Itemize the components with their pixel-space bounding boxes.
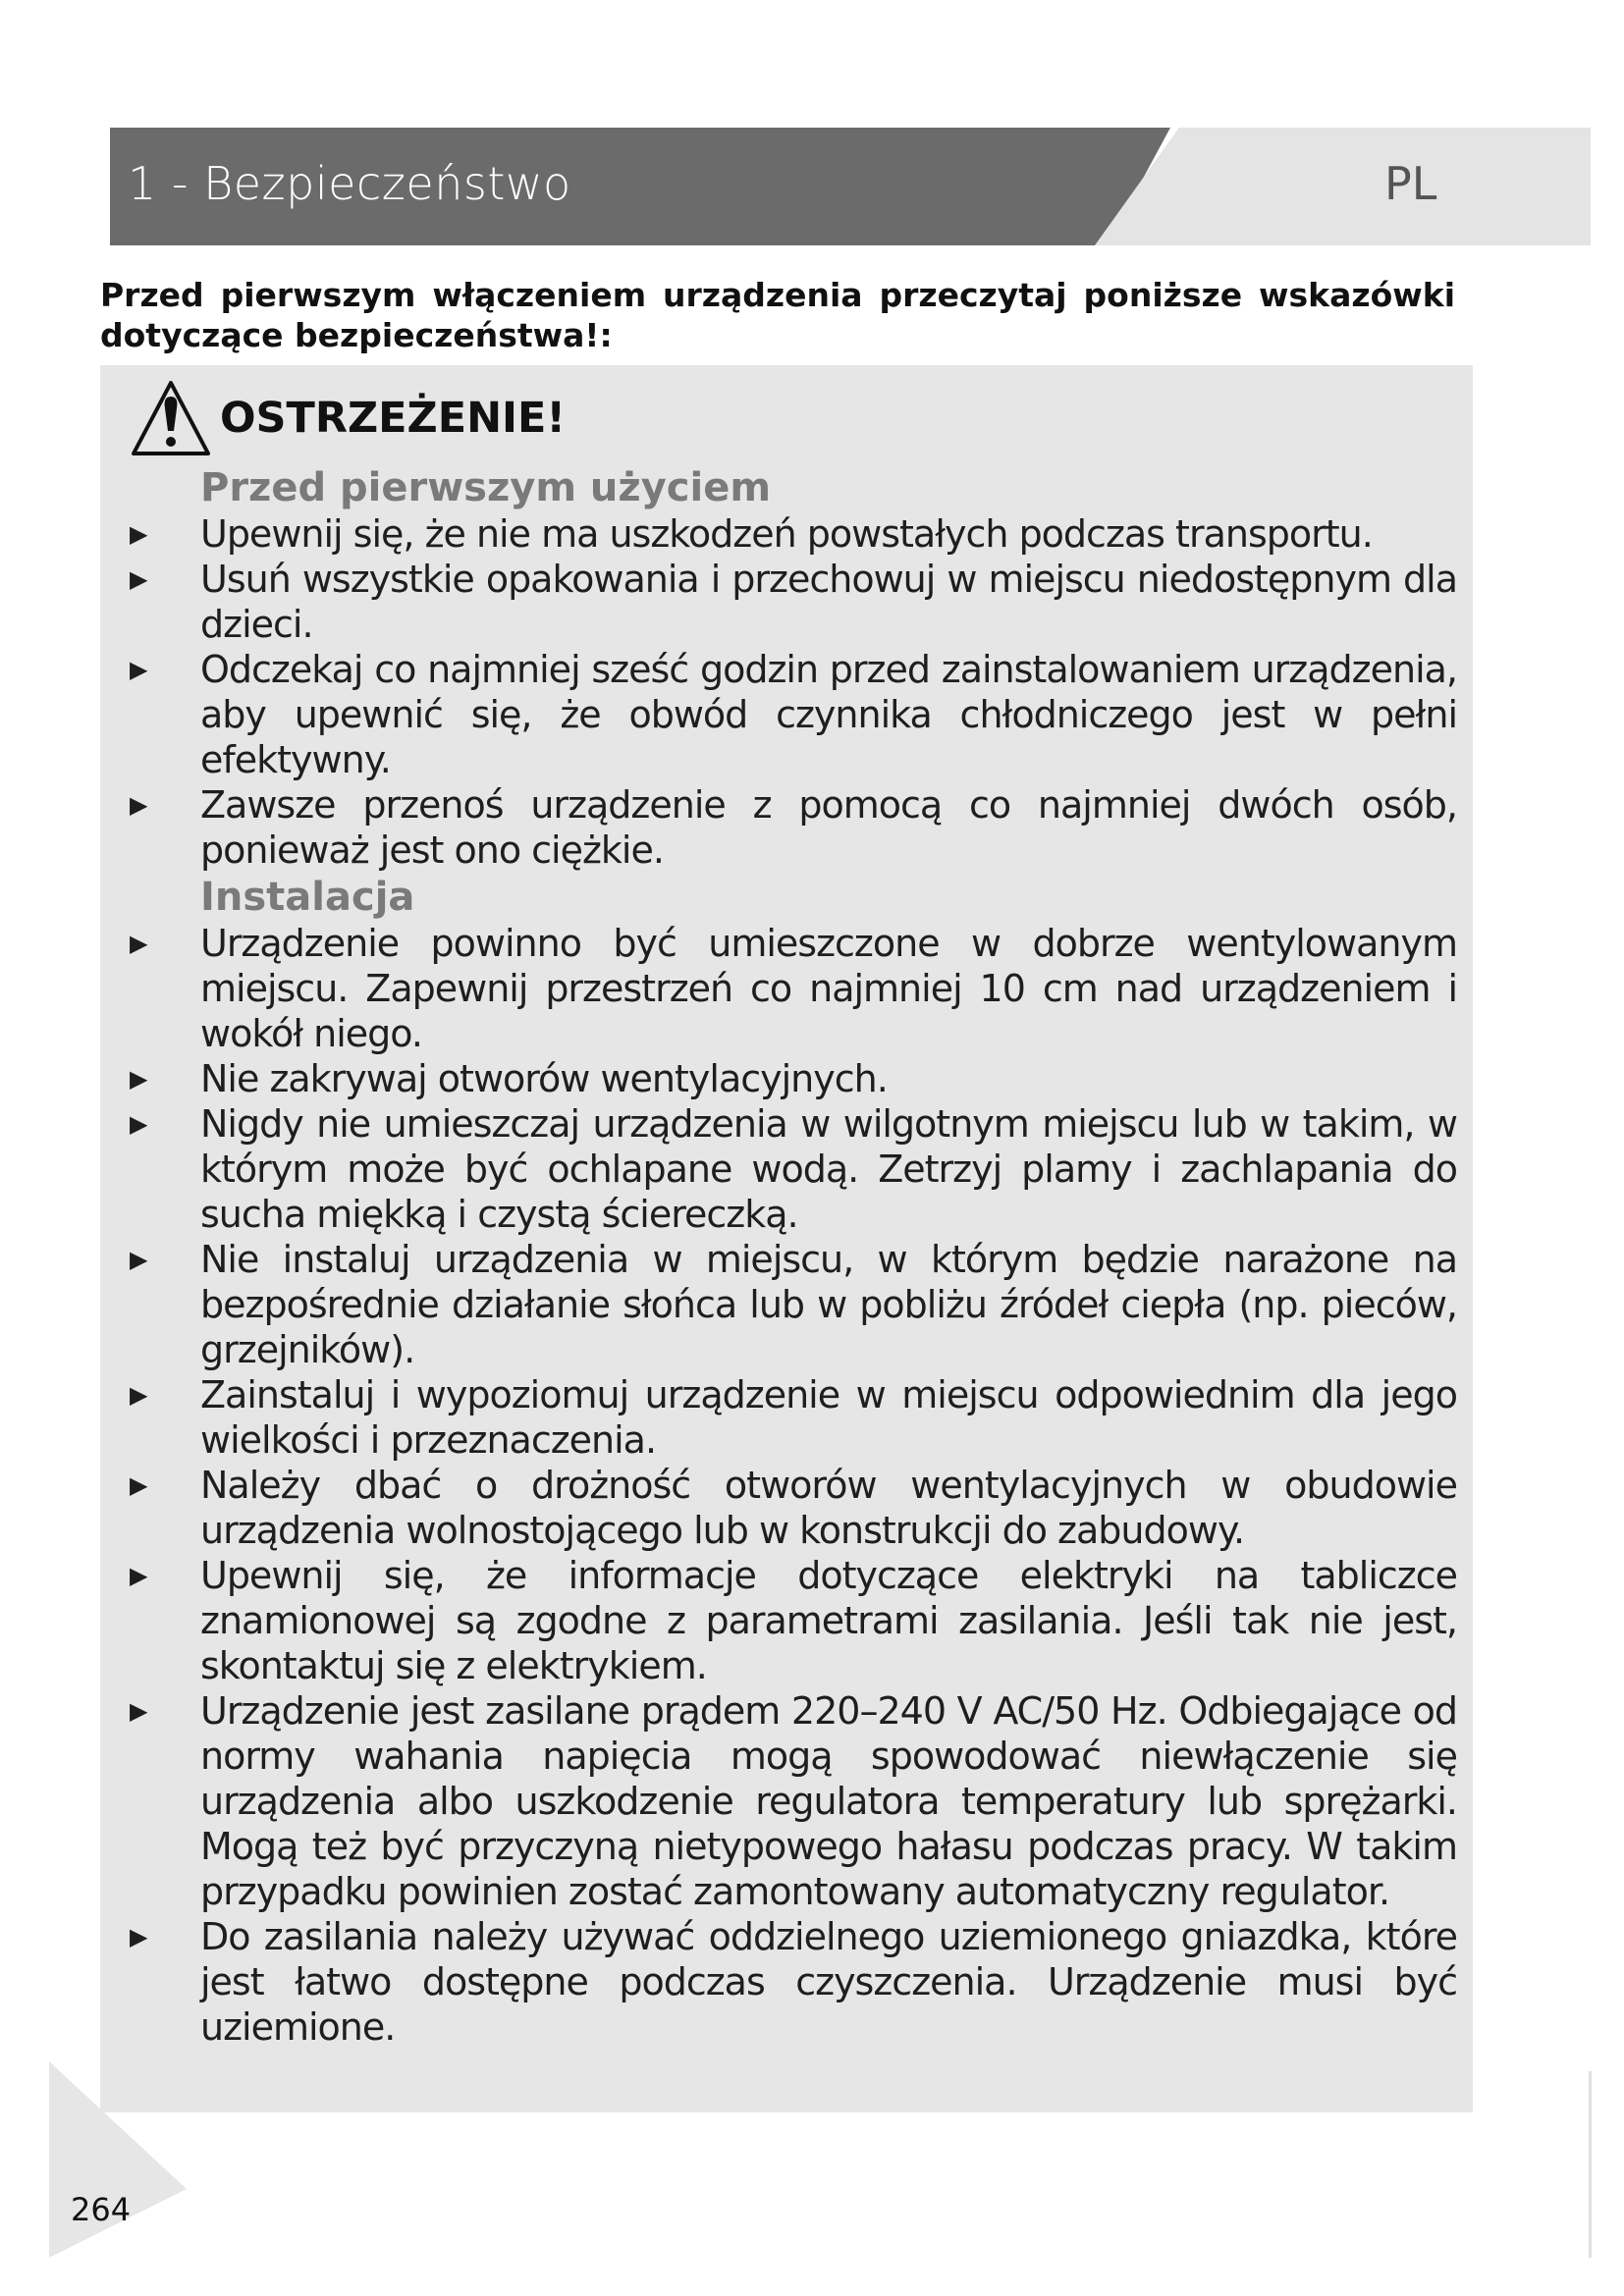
warning-title: OSTRZEŻENIE! — [220, 394, 567, 443]
list-item: ▶ Należy dbać o drożność otworów wentylacyjnych w obudowie urządzenia wolnostojącego lub w konstrukcji do zabudowy. — [122, 1463, 1457, 1553]
warning-content — [122, 463, 1457, 2050]
bullet-arrow-icon: ▶ — [130, 1562, 148, 1589]
page-number: 264 — [71, 2191, 132, 2228]
bullet-arrow-icon: ▶ — [130, 1381, 148, 1409]
list-item: ▶ Usuń wszystkie opakowania i przechowuj w miejscu niedostępnym dla dzieci. — [122, 557, 1457, 647]
section-title-first-use: Przed pierwszym użyciem — [200, 465, 771, 510]
list-item: ▶ Zawsze przenoś urządzenie z pomocą co najmniej dwóch osób, ponieważ jest ono ciężkie. — [122, 782, 1457, 873]
list-item: ▶ Nie zakrywaj otworów wentylacyjnych. — [122, 1056, 1457, 1101]
chapter-header-accent — [1095, 128, 1591, 245]
list-item: ▶ Nigdy nie umieszczaj urządzenia w wilgotnym miejscu lub w takim, w którym może być ochlapane wodą. Zetrzyj plamy i zachlapania do sucha miękką i czystą ściereczką. — [122, 1101, 1457, 1237]
intro-text: Przed pierwszym włączeniem urządzenia przeczytaj poniższe wskazówki dotyczące bezpieczeństwa!: — [100, 276, 1455, 354]
section-title-installation: Instalacja — [200, 875, 415, 920]
list-item: ▶ Zainstaluj i wypoziomuj urządzenie w miejscu odpowiednim dla jego wielkości i przeznaczenia. — [122, 1372, 1457, 1463]
list-item: ▶ Urządzenie powinno być umieszczone w dobrze wentylowanym miejscu. Zapewnij przestrzeń co najmniej 10 cm nad urządzeniem i wokół niego. — [122, 921, 1457, 1056]
bullet-arrow-icon: ▶ — [130, 565, 148, 593]
list-item: ▶ Odczekaj co najmniej sześć godzin przed zainstalowaniem urządzenia, aby upewnić się, że obwód czynnika chłodniczego jest w pełni efektywny. — [122, 647, 1457, 782]
bullet-arrow-icon: ▶ — [130, 1246, 148, 1273]
list-item: ▶ Urządzenie jest zasilane prądem 220–240 V AC/50 Hz. Odbiegające od normy wahania napięcia mogą spowodować niewłączenie się urządzenia albo uszkodzenie regulatora temperatury lub sprężarki. Mogą też być przyczyną nietypowego hałasu podczas pracy. W takim przypadku powinien zostać zamontowany automatyczny regulator. — [122, 1688, 1457, 1914]
bullet-arrow-icon: ▶ — [130, 1697, 148, 1725]
warning-triangle-icon — [130, 377, 212, 459]
warning-box — [100, 365, 1473, 2112]
list-item: ▶ Upewnij się, że nie ma uszkodzeń powstałych podczas transportu. — [122, 511, 1457, 557]
bullet-arrow-icon: ▶ — [130, 791, 148, 819]
chapter-title: 1 - Bezpieczeństwo — [128, 157, 571, 210]
bullet-arrow-icon: ▶ — [130, 1471, 148, 1499]
bullet-arrow-icon: ▶ — [130, 1923, 148, 1950]
list-item: ▶ Do zasilania należy używać oddzielnego uziemionego gniazdka, które jest łatwo dostępne podczas czyszczenia. Urządzenie musi być uziemione. — [122, 1914, 1457, 2050]
bullet-arrow-icon: ▶ — [130, 1065, 148, 1093]
bullet-arrow-icon: ▶ — [130, 1110, 148, 1138]
warning-heading — [130, 375, 566, 461]
right-edge-rule — [1589, 2071, 1592, 2258]
list-item: ▶ Nie instaluj urządzenia w miejscu, w którym będzie narażone na bezpośrednie działanie słońca lub w pobliżu źródeł ciepła (np. pieców, grzejników). — [122, 1237, 1457, 1372]
bullet-arrow-icon: ▶ — [130, 520, 148, 548]
bullet-arrow-icon: ▶ — [130, 930, 148, 957]
language-code: PL — [1384, 157, 1437, 210]
list-item: ▶ Upewnij się, że informacje dotyczące elektryki na tabliczce znamionowej są zgodne z parametrami zasilania. Jeśli tak nie jest, skontaktuj się z elektrykiem. — [122, 1553, 1457, 1688]
bullet-arrow-icon: ▶ — [130, 656, 148, 683]
